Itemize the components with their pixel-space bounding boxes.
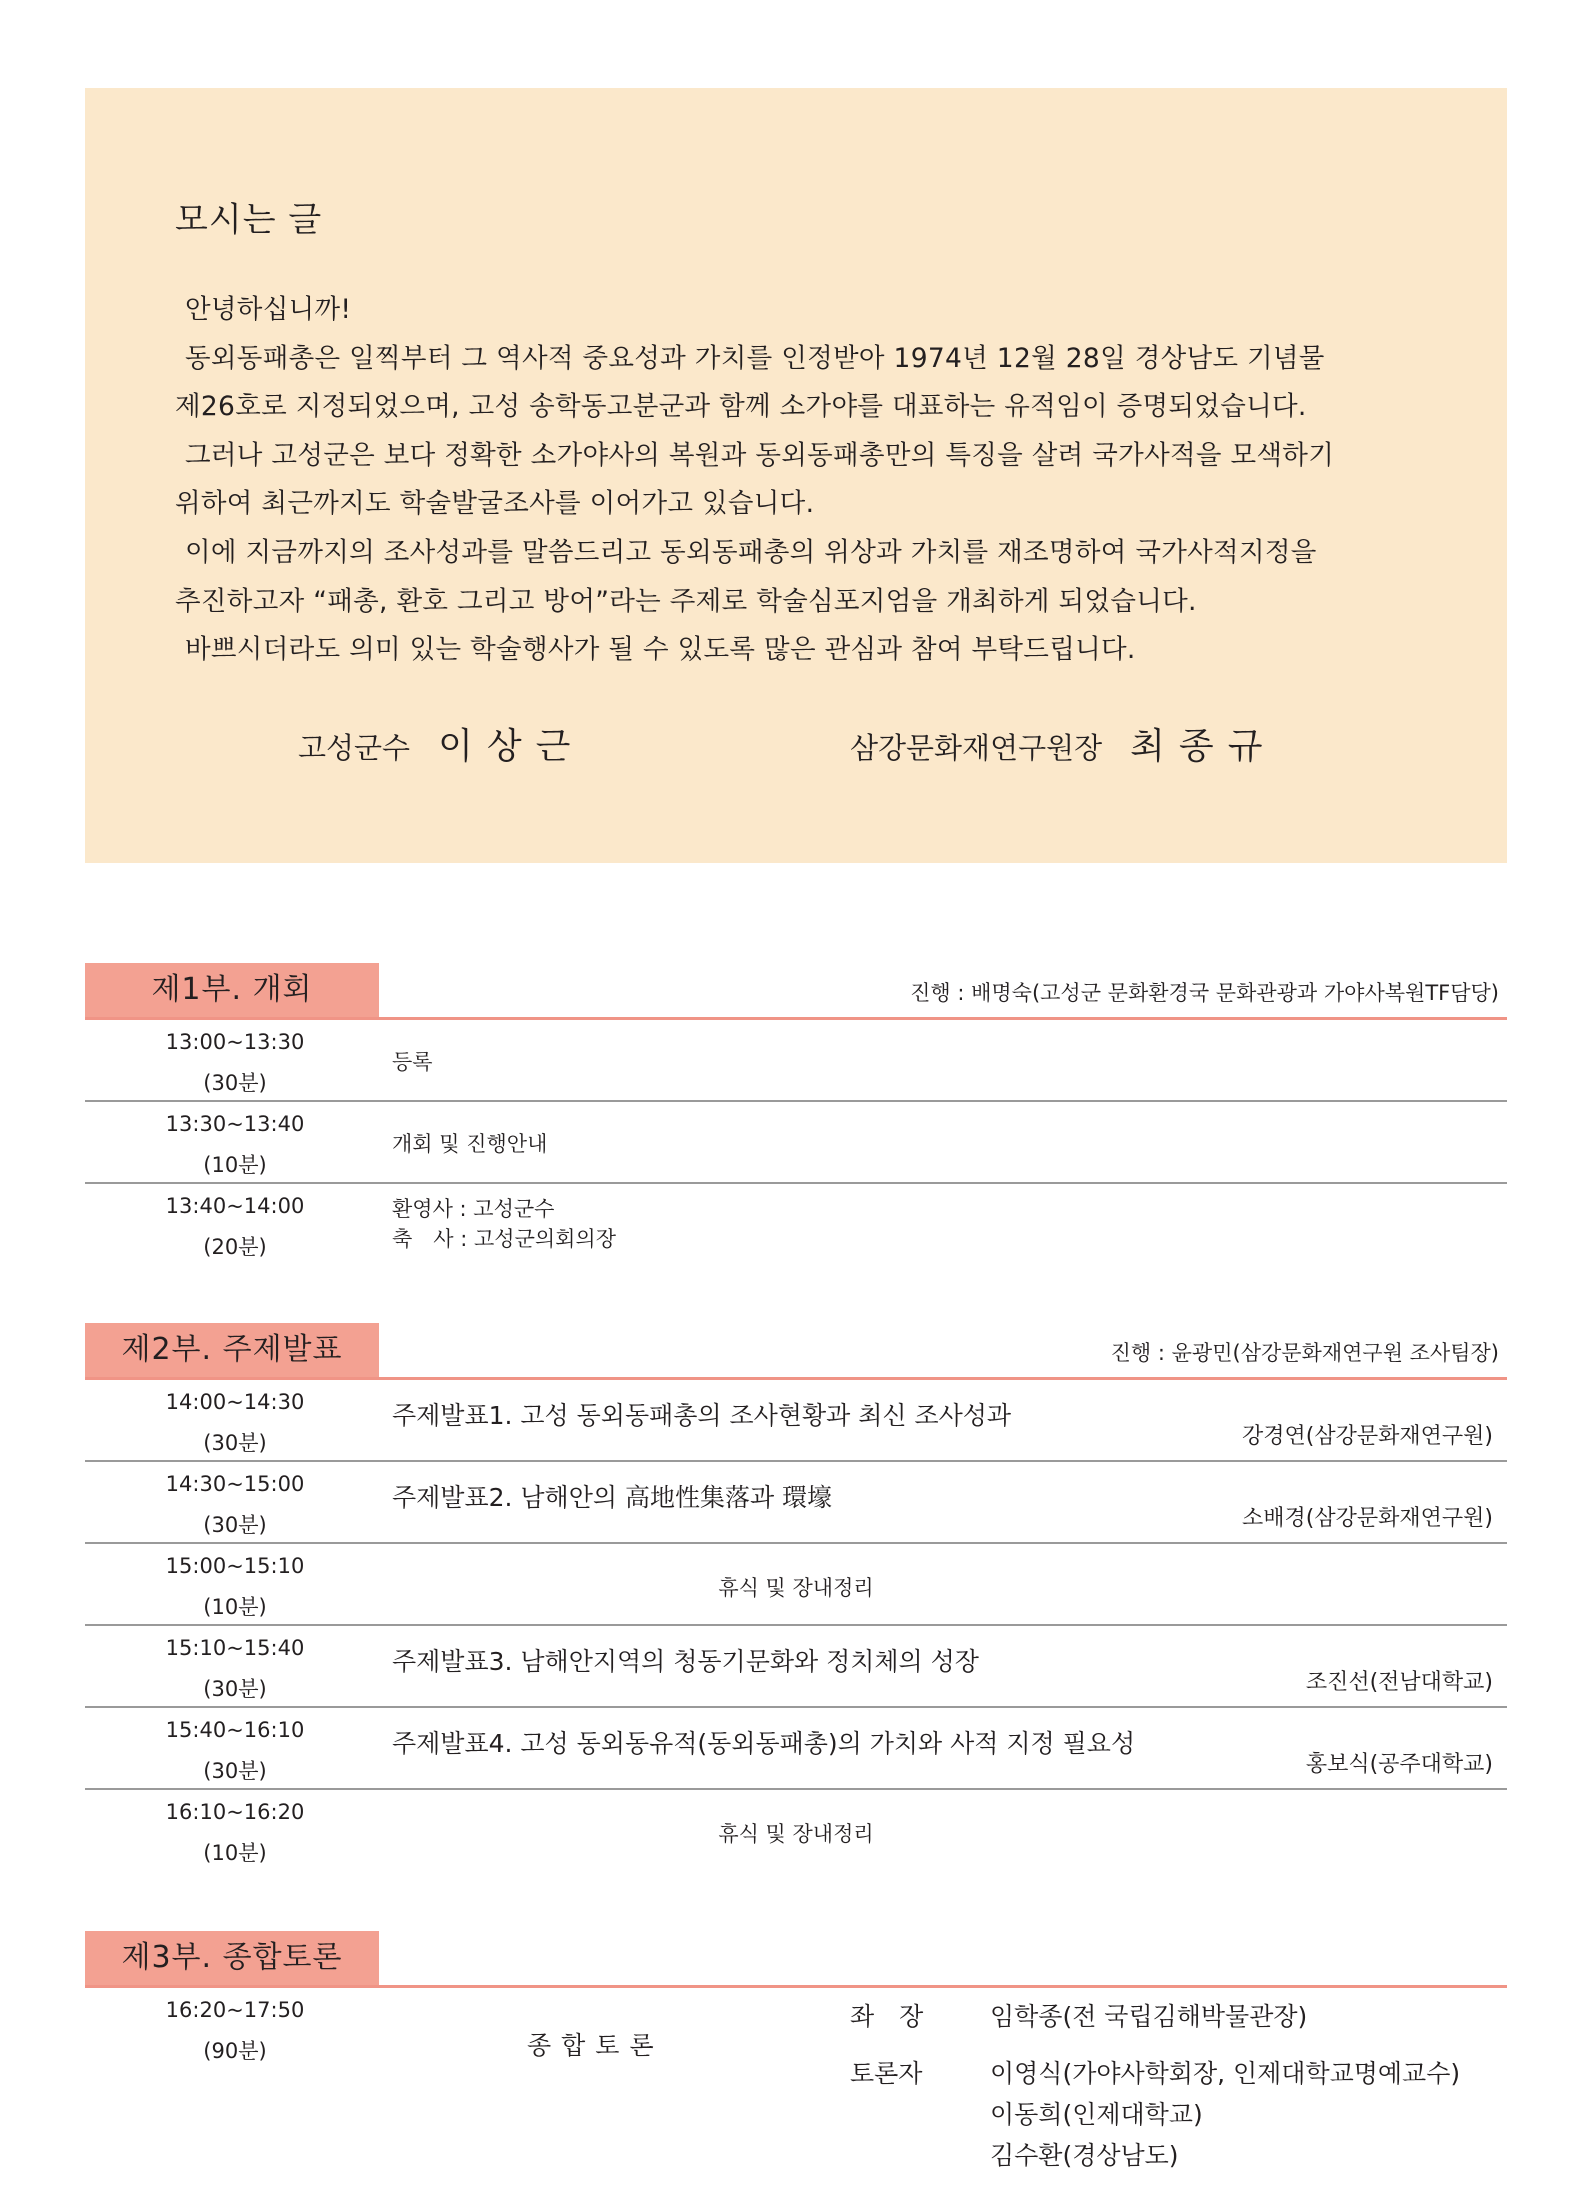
invitation-paragraph: 추진하고자 “패총, 환호 그리고 방어”라는 주제로 학술심포지엄을 개최하게 되었습니다. — [175, 585, 1197, 617]
program-row — [85, 1708, 1507, 1790]
time-range: 13:30~13:40 — [165, 1112, 305, 1136]
invitation-paragraph: 제26호로 지정되었으며, 고성 송학동고분군과 함께 소가야를 대표하는 유적임이 증명되었습니다. — [175, 391, 1307, 423]
program-row — [85, 1102, 1507, 1184]
time-range: 14:30~15:00 — [165, 1472, 305, 1496]
invitation-box — [85, 88, 1507, 863]
signer-title: 삼강문화재연구원장 — [850, 731, 1103, 765]
time-cell — [85, 1990, 385, 2072]
program-row — [85, 1380, 1507, 1462]
duration: (30분) — [203, 1677, 267, 1701]
panelist: 이동희(인제대학교) — [990, 2100, 1203, 2129]
duration: (20분) — [203, 1235, 267, 1259]
time-cell — [85, 1464, 385, 1546]
time-range: 15:00~15:10 — [165, 1554, 305, 1578]
invitation-paragraph: 이에 지금까지의 조사성과를 말씀드리고 동외동패총의 위상과 가치를 재조명하여 국가사적지정을 — [185, 536, 1317, 568]
signer-title: 고성군수 — [298, 731, 411, 765]
time-cell — [85, 1186, 385, 1268]
invitation-body — [175, 286, 1475, 675]
duration: (10분) — [203, 1153, 267, 1177]
break-label: 휴식 및 장내정리 — [718, 1576, 874, 1600]
duration: (10분) — [203, 1595, 267, 1619]
presentation-title: 주제발표4. 고성 동외동유적(동외동패총)의 가치와 사적 지정 필요성 — [392, 1729, 1136, 1758]
invitation-paragraph: 위하여 최근까지도 학술발굴조사를 이어가고 있습니다. — [175, 488, 815, 520]
time-cell — [85, 1628, 385, 1710]
section-host: 진행 : 윤광민(삼강문화재연구원 조사팀장) — [1110, 1341, 1499, 1365]
invitation-paragraph: 그러나 고성군은 보다 정확한 소가야사의 복원과 동외동패총만의 특징을 살려 국가사적을 모색하기 — [185, 439, 1335, 471]
welcome-speech: 환영사 : 고성군수 — [392, 1197, 555, 1221]
discussion-title: 종합토론 — [527, 2031, 664, 2060]
panel-role: 토론자 — [850, 2059, 923, 2088]
program-row — [85, 1988, 1507, 2188]
signer-name: 최종규 — [1130, 726, 1277, 767]
program-part-2 — [85, 1323, 1507, 1870]
duration: (30분) — [203, 1513, 267, 1537]
break-label: 휴식 및 장내정리 — [718, 1822, 874, 1846]
time-range: 16:20~17:50 — [165, 1998, 305, 2022]
invitation-title: 모시는 글 — [175, 200, 323, 240]
section-header — [85, 1323, 1507, 1380]
time-range: 13:00~13:30 — [165, 1030, 305, 1054]
program-part-1 — [85, 963, 1507, 1264]
time-cell — [85, 1104, 385, 1186]
panelist: 이영식(가야사학회장, 인제대학교명예교수) — [990, 2059, 1461, 2088]
time-cell — [85, 1022, 385, 1104]
presenter: 강경연(삼강문화재연구원) — [1242, 1424, 1493, 1449]
time-cell — [85, 1382, 385, 1464]
presenter: 소배경(삼강문화재연구원) — [1242, 1506, 1493, 1531]
section-host: 진행 : 배명숙(고성군 문화환경국 문화관광과 가야사복원TF담당) — [910, 981, 1499, 1005]
presenter: 홍보식(공주대학교) — [1305, 1752, 1493, 1777]
signer-name: 이상근 — [438, 726, 585, 767]
program-row — [85, 1020, 1507, 1102]
invitation-paragraph: 바쁘시더라도 의미 있는 학술행사가 될 수 있도록 많은 관심과 참여 부탁드립니다. — [185, 634, 1136, 666]
program-row — [85, 1626, 1507, 1708]
time-range: 16:10~16:20 — [165, 1800, 305, 1824]
time-range: 13:40~14:00 — [165, 1194, 305, 1218]
invitation-paragraph: 동외동패총은 일찍부터 그 역사적 중요성과 가치를 인정받아 1974년 12월 28일 경상남도 기념물 — [185, 342, 1325, 374]
program-row — [85, 1184, 1507, 1264]
presenter: 조진선(전남대학교) — [1305, 1670, 1493, 1695]
time-range: 15:10~15:40 — [165, 1636, 305, 1660]
congratulatory-speech: 축 사 : 고성군의회의장 — [392, 1227, 616, 1251]
duration: (30분) — [203, 1431, 267, 1455]
duration: (30분) — [203, 1759, 267, 1783]
presentation-title: 주제발표3. 남해안지역의 청동기문화와 정치체의 성장 — [392, 1647, 979, 1676]
signature-governor — [298, 718, 584, 769]
duration: (10분) — [203, 1841, 267, 1865]
time-cell — [85, 1710, 385, 1792]
presentation-title: 주제발표2. 남해안의 高地性集落과 環壕 — [392, 1483, 833, 1512]
program-part-3 — [85, 1931, 1507, 2188]
duration: (90분) — [203, 2039, 267, 2063]
section-label: 제3부. 종합토론 — [85, 1931, 379, 1985]
signature-director — [850, 718, 1276, 769]
program-desc: 개회 및 진행안내 — [392, 1132, 548, 1156]
section-header — [85, 1931, 1507, 1988]
section-label: 제2부. 주제발표 — [85, 1323, 379, 1377]
time-range: 15:40~16:10 — [165, 1718, 305, 1742]
invitation-paragraph: 안녕하십니까! — [185, 294, 352, 325]
duration: (30분) — [203, 1071, 267, 1095]
greetings — [392, 1194, 616, 1254]
section-header — [85, 963, 1507, 1020]
panelist: 김수환(경상남도) — [990, 2141, 1179, 2170]
program-desc: 등록 — [392, 1050, 433, 1074]
program-row — [85, 1790, 1507, 1870]
section-label: 제1부. 개회 — [85, 963, 379, 1017]
presentation-title: 주제발표1. 고성 동외동패총의 조사현황과 최신 조사성과 — [392, 1401, 1012, 1430]
program-row — [85, 1544, 1507, 1626]
program-row — [85, 1462, 1507, 1544]
chair-name: 임학종(전 국립김해박물관장) — [990, 2002, 1308, 2031]
time-range: 14:00~14:30 — [165, 1390, 305, 1414]
chair-role: 좌 장 — [850, 2002, 924, 2031]
